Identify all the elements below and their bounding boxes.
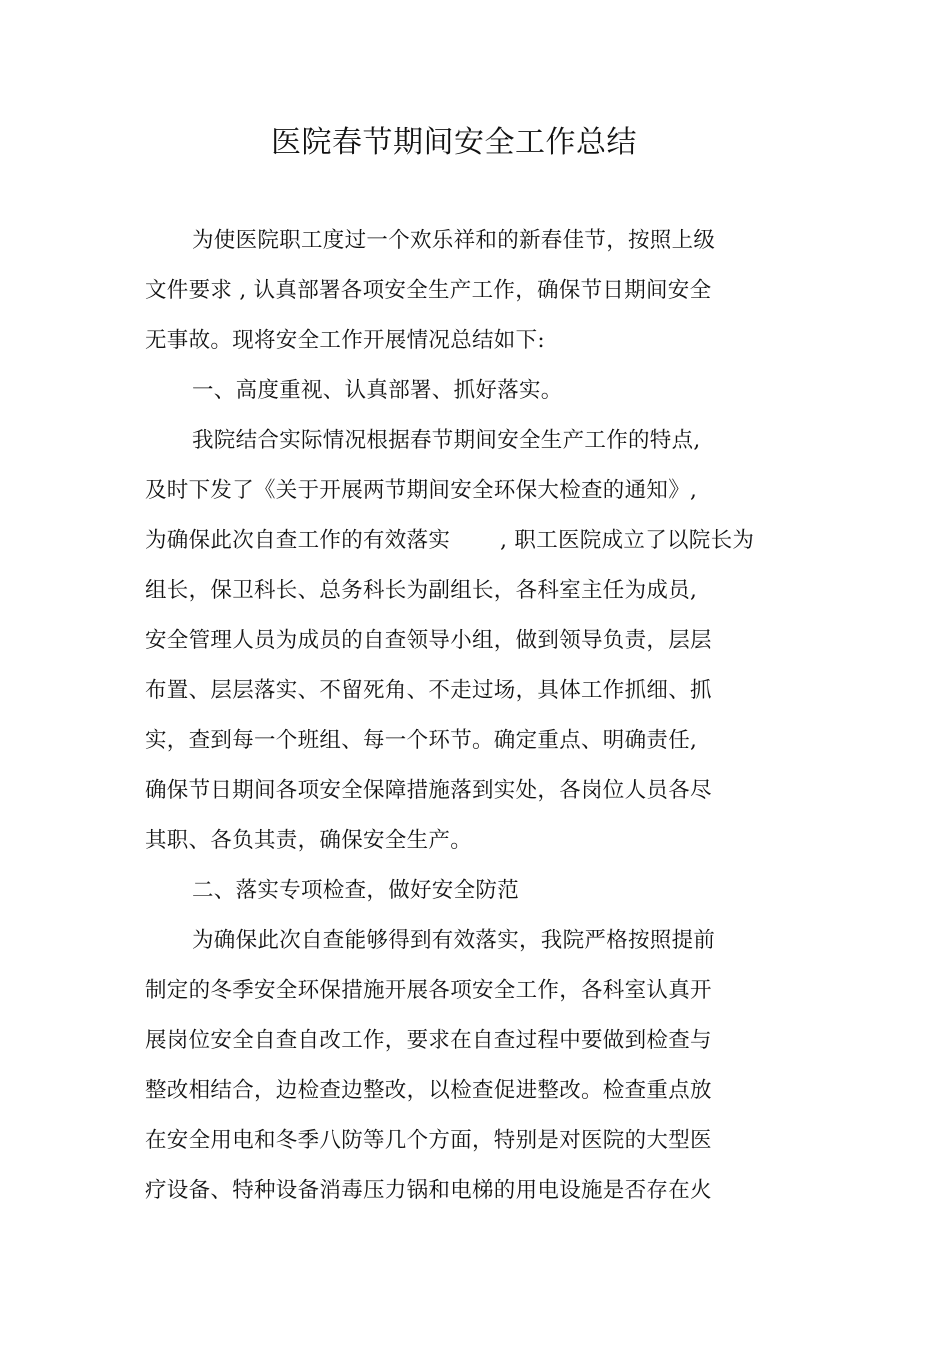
document-title: 医院春节期间安全工作总结 — [271, 125, 637, 160]
section-heading-2: 二、落实专项检查，做好安全防范 — [192, 878, 520, 903]
paragraph-line: 确保节日期间各项安全保障措施落到实处，各岗位人员各尽 — [145, 778, 712, 803]
paragraph-line: 疗设备、特种设备消毒压力锅和电梯的用电设施是否存在火 — [145, 1178, 712, 1203]
paragraph-line: 展岗位安全自查自改工作，要求在自查过程中要做到检查与 — [145, 1028, 712, 1053]
paragraph-line: 我院结合实际情况根据春节期间安全生产工作的特点, — [192, 428, 701, 453]
paragraph-line: 为确保此次自查工作的有效落实 , 职工医院成立了以院长为 — [145, 528, 755, 553]
paragraph-line: 文件要求 , 认真部署各项安全生产工作，确保节日期间安全 — [145, 278, 712, 303]
paragraph-line: 整改相结合，边检查边整改，以检查促进整改。检查重点放 — [145, 1078, 712, 1103]
paragraph-line: 为确保此次自查能够得到有效落实，我院严格按照提前 — [192, 928, 716, 953]
paragraph-line: 安全管理人员为成员的自查领导小组，做到领导负责，层层 — [145, 628, 712, 653]
paragraph-line: 及时下发了《关于开展两节期间安全环保大检查的通知》, — [145, 478, 698, 503]
paragraph-line: 布置、层层落实、不留死角、不走过场，具体工作抓细、抓 — [145, 678, 712, 703]
section-heading-1: 一、高度重视、认真部署、抓好落实。 — [192, 378, 563, 403]
paragraph-line: 其职、各负其责，确保安全生产。 — [145, 828, 473, 853]
paragraph-line: 无事故。现将安全工作开展情况总结如下: — [145, 328, 545, 353]
paragraph-line: 为使医院职工度过一个欢乐祥和的新春佳节，按照上级 — [192, 228, 716, 253]
paragraph-line: 制定的冬季安全环保措施开展各项安全工作，各科室认真开 — [145, 978, 712, 1003]
paragraph-line: 在安全用电和冬季八防等几个方面，特别是对医院的大型医 — [145, 1128, 712, 1153]
paragraph-line: 实，查到每一个班组、每一个环节。确定重点、明确责任, — [145, 728, 698, 753]
paragraph-line: 组长，保卫科长、总务科长为副组长，各科室主任为成员, — [145, 578, 698, 603]
